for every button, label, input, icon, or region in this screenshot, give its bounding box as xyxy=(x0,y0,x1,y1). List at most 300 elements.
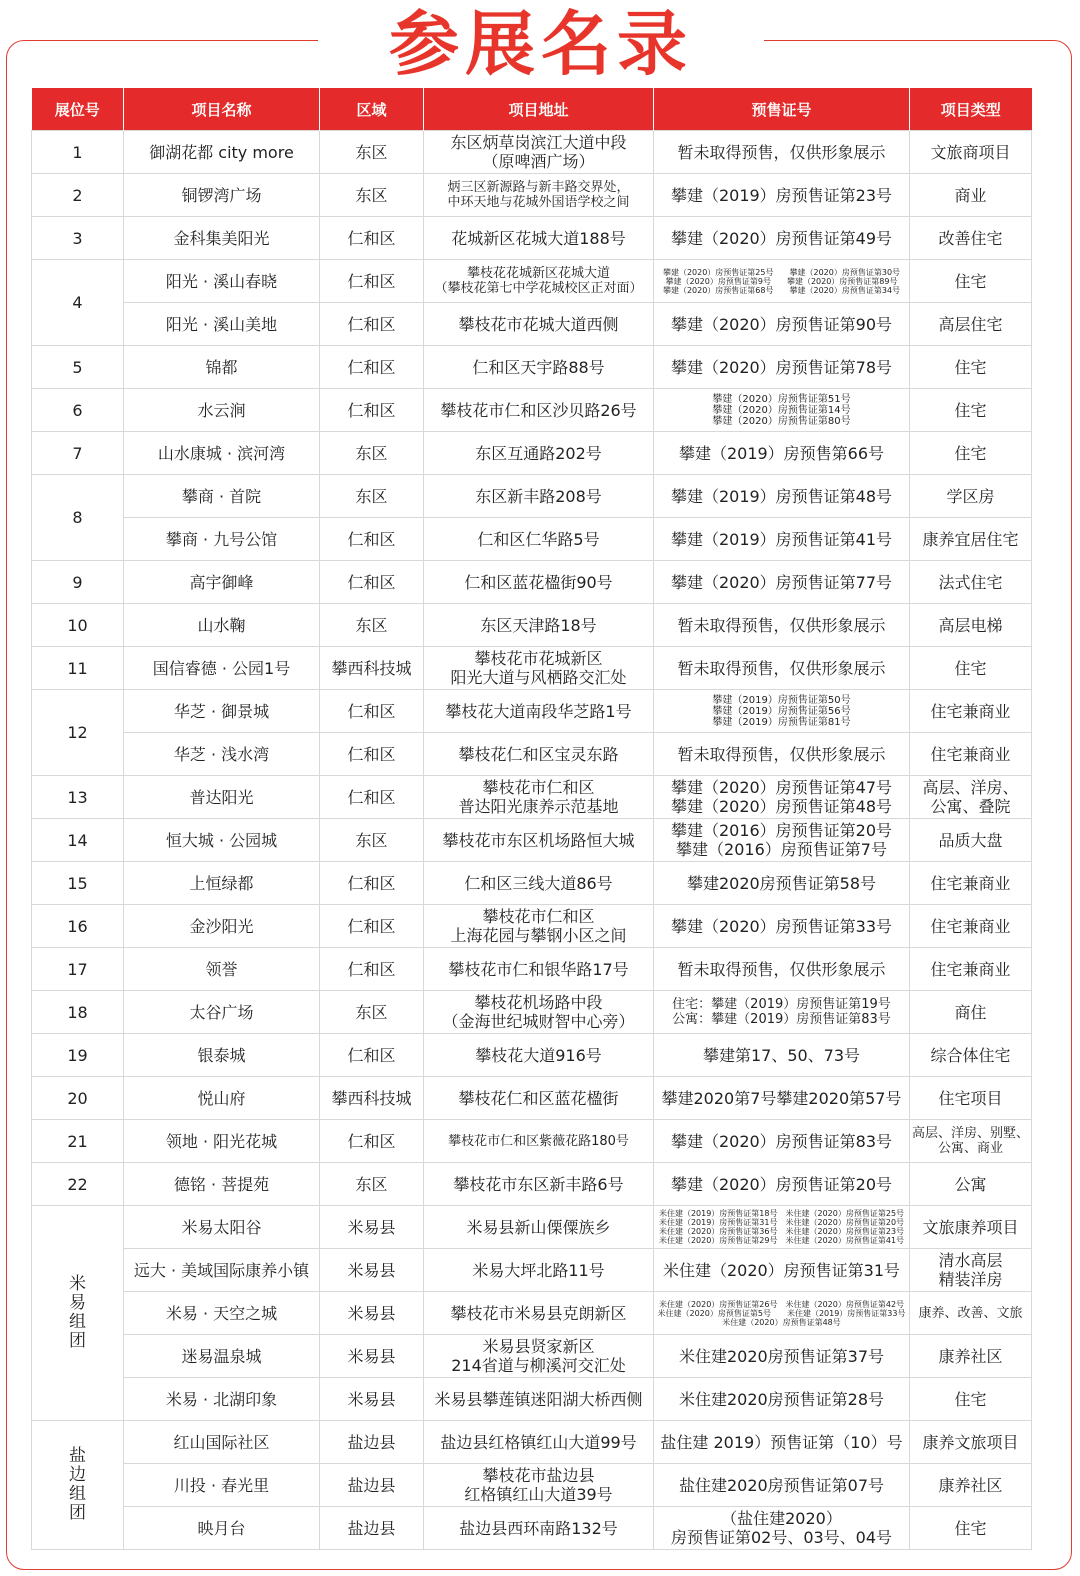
cell-line: 攀枝花市花城新区 xyxy=(474,649,603,668)
presale-permit xyxy=(654,1120,910,1163)
table-row xyxy=(32,819,1032,862)
cell-line: 盐住建 2019）预售证第（10）号 xyxy=(660,1432,903,1452)
table-row xyxy=(32,1421,1032,1464)
booth-number: 6 xyxy=(32,389,124,432)
project-address xyxy=(424,905,654,948)
booth-number: 18 xyxy=(32,991,124,1034)
cell-line: 住宅：攀建（2019）房预售证第19号 xyxy=(672,997,891,1012)
cell-line: 中环天地与花城外国语学校之间 xyxy=(447,195,630,210)
cell-line: 攀枝花市仁和银华路17号 xyxy=(448,959,629,979)
cell-line: 攀建（2020）房预售证第14号 xyxy=(712,404,851,416)
project-address xyxy=(424,346,654,389)
cell-line: 攀建（2020）房预售证第25号 攀建（2020）房预售证第30号 xyxy=(662,267,901,277)
presale-permit xyxy=(654,518,910,561)
project-name: 川投 · 春光里 xyxy=(124,1464,320,1507)
presale-permit xyxy=(654,948,910,991)
cell-line: 住宅兼商业 xyxy=(930,701,1011,721)
project-type xyxy=(910,561,1032,604)
cell-line: 攀建（2020）房预售证第49号 xyxy=(670,228,893,248)
cell-line: 攀建（2020）房预售证第48号 xyxy=(670,797,893,816)
cell-line: 高层电梯 xyxy=(938,615,1003,635)
booth-number: 20 xyxy=(32,1077,124,1120)
cell-line: 盐边县红格镇红山大道99号 xyxy=(440,1432,637,1452)
cell-line: 东区互通路202号 xyxy=(475,443,602,463)
cell-line: 暂未取得预售，仅供形象展示 xyxy=(677,658,886,678)
cell-line: 米住建2020房预售证第37号 xyxy=(678,1346,885,1366)
region: 东区 xyxy=(320,131,424,174)
cell-line: 住宅 xyxy=(954,357,987,377)
table-row xyxy=(32,1249,1032,1292)
cell-line: 品质大盘 xyxy=(938,830,1003,850)
region: 仁和区 xyxy=(320,389,424,432)
table-row xyxy=(32,948,1032,991)
cell-line: 攀建（2020）房预售证第78号 xyxy=(670,357,893,377)
cell-line: 精装洋房 xyxy=(938,1270,1003,1289)
cell-line: 米住建（2020）房预售证第29号 米住建（2020）房预售证第41号 xyxy=(658,1236,905,1245)
cell-line: 攀建（2020）房预售证第33号 xyxy=(670,916,893,936)
project-name: 阳光 · 溪山春晓 xyxy=(124,260,320,303)
cell-line: 攀建（2016）房预售证第20号 xyxy=(670,821,893,840)
booth-number: 13 xyxy=(32,776,124,819)
region: 仁和区 xyxy=(320,948,424,991)
project-type xyxy=(910,948,1032,991)
cell-line: 攀建（2020）房预售证第47号 xyxy=(670,778,893,797)
project-name: 铜锣湾广场 xyxy=(124,174,320,217)
presale-permit xyxy=(654,776,910,819)
cell-line: 攀枝花市东区新丰路6号 xyxy=(453,1174,624,1194)
region: 东区 xyxy=(320,819,424,862)
cell-line: 清水高层 xyxy=(938,1251,1003,1270)
project-type xyxy=(910,260,1032,303)
project-type xyxy=(910,1507,1032,1550)
cell-line: 住宅 xyxy=(954,658,987,678)
cell-line: 攀枝花市仁和区 xyxy=(482,778,595,797)
table-row xyxy=(32,217,1032,260)
cell-line: 攀建（2020）房预售证第77号 xyxy=(670,572,893,592)
project-name: 水云涧 xyxy=(124,389,320,432)
booth-number: 11 xyxy=(32,647,124,690)
region: 米易县 xyxy=(320,1378,424,1421)
table-row xyxy=(32,303,1032,346)
presale-permit xyxy=(654,217,910,260)
table-row xyxy=(32,1378,1032,1421)
table-row xyxy=(32,862,1032,905)
cell-line: 高层、洋房、别墅、 xyxy=(912,1126,1030,1141)
project-name: 太谷广场 xyxy=(124,991,320,1034)
presale-permit xyxy=(654,1378,910,1421)
project-type xyxy=(910,862,1032,905)
cell-line: 盐住建2020房预售证第07号 xyxy=(678,1475,885,1495)
cell-line: 康养社区 xyxy=(938,1475,1003,1495)
region: 仁和区 xyxy=(320,776,424,819)
presale-permit xyxy=(654,561,910,604)
project-type xyxy=(910,733,1032,776)
table-row xyxy=(32,1163,1032,1206)
project-address xyxy=(424,432,654,475)
project-type xyxy=(910,1249,1032,1292)
project-type xyxy=(910,1206,1032,1249)
presale-permit xyxy=(654,1421,910,1464)
cell-line: 攀建2020第7号攀建2020第57号 xyxy=(661,1088,902,1108)
project-name: 米易太阳谷 xyxy=(124,1206,320,1249)
table-row xyxy=(32,1507,1032,1550)
project-type xyxy=(910,174,1032,217)
region: 仁和区 xyxy=(320,905,424,948)
booth-number: 16 xyxy=(32,905,124,948)
booth-number: 22 xyxy=(32,1163,124,1206)
cell-line: 住宅 xyxy=(954,443,987,463)
project-type xyxy=(910,776,1032,819)
project-address xyxy=(424,1206,654,1249)
region: 东区 xyxy=(320,174,424,217)
project-type xyxy=(910,1378,1032,1421)
header-presale-permit: 预售证号 xyxy=(654,88,910,131)
table-row xyxy=(32,733,1032,776)
project-name: 御湖花都 city more xyxy=(124,131,320,174)
booth-number xyxy=(32,1421,124,1550)
project-type xyxy=(910,1120,1032,1163)
project-address xyxy=(424,647,654,690)
booth-number: 2 xyxy=(32,174,124,217)
presale-permit xyxy=(654,260,910,303)
table-row xyxy=(32,1077,1032,1120)
table-row xyxy=(32,776,1032,819)
cell-line: 仁和区天宇路88号 xyxy=(472,357,605,377)
project-name: 金科集美阳光 xyxy=(124,217,320,260)
project-name: 远大 · 美域国际康养小镇 xyxy=(124,1249,320,1292)
presale-permit xyxy=(654,303,910,346)
presale-permit xyxy=(654,1335,910,1378)
project-type xyxy=(910,905,1032,948)
presale-permit xyxy=(654,604,910,647)
cell-line: 普达阳光康养示范基地 xyxy=(458,797,619,816)
presale-permit xyxy=(654,1206,910,1249)
project-type xyxy=(910,690,1032,733)
project-name: 高宇御峰 xyxy=(124,561,320,604)
cell-line: 高层、洋房、 xyxy=(922,778,1019,797)
cell-line: 米住建（2020）房预售证第36号 米住建（2020）房预售证第23号 xyxy=(658,1227,905,1236)
cell-line: （金海世纪城财智中心旁） xyxy=(442,1012,635,1031)
table-row xyxy=(32,991,1032,1034)
booth-label: 团 xyxy=(69,1503,86,1523)
presale-permit xyxy=(654,389,910,432)
table-row xyxy=(32,1335,1032,1378)
cell-line: 暂未取得预售，仅供形象展示 xyxy=(677,959,886,979)
cell-line: 攀枝花市东区机场路恒大城 xyxy=(442,830,635,850)
project-type xyxy=(910,1421,1032,1464)
table-row xyxy=(32,561,1032,604)
cell-line: 住宅 xyxy=(954,400,987,420)
cell-line: 住宅兼商业 xyxy=(930,916,1011,936)
table-row xyxy=(32,905,1032,948)
region: 攀西科技城 xyxy=(320,1077,424,1120)
booth-number: 8 xyxy=(32,475,124,561)
project-type xyxy=(910,131,1032,174)
project-name: 领地 · 阳光花城 xyxy=(124,1120,320,1163)
project-name: 红山国际社区 xyxy=(124,1421,320,1464)
presale-permit xyxy=(654,647,910,690)
project-type xyxy=(910,1077,1032,1120)
booth-number: 1 xyxy=(32,131,124,174)
presale-permit xyxy=(654,862,910,905)
table-body xyxy=(32,131,1032,1550)
region: 米易县 xyxy=(320,1335,424,1378)
project-address xyxy=(424,1163,654,1206)
cell-line: 盐边县西环南路132号 xyxy=(459,1518,618,1538)
cell-line: 学区房 xyxy=(946,486,995,506)
cell-line: 公寓、叠院 xyxy=(930,797,1011,816)
presale-permit xyxy=(654,432,910,475)
cell-line: 攀枝花仁和区宝灵东路 xyxy=(458,744,619,764)
table-row xyxy=(32,1034,1032,1077)
project-name: 国信睿德 · 公园1号 xyxy=(124,647,320,690)
booth-number: 3 xyxy=(32,217,124,260)
page-title: 参展名录 xyxy=(389,3,693,85)
project-type xyxy=(910,1034,1032,1077)
booth-number: 5 xyxy=(32,346,124,389)
cell-line: 攀枝花市仁和区 xyxy=(482,907,595,926)
table-row xyxy=(32,131,1032,174)
region: 仁和区 xyxy=(320,260,424,303)
project-type xyxy=(910,303,1032,346)
project-address xyxy=(424,389,654,432)
cell-line: 仁和区三线大道86号 xyxy=(464,873,613,893)
project-name: 普达阳光 xyxy=(124,776,320,819)
cell-line: 攀枝花机场路中段 xyxy=(474,993,603,1012)
booth-number: 17 xyxy=(32,948,124,991)
project-name: 山水康城 · 滨河湾 xyxy=(124,432,320,475)
header-project-name: 项目名称 xyxy=(124,88,320,131)
presale-permit xyxy=(654,1034,910,1077)
cell-line: 商业 xyxy=(954,185,987,205)
cell-line: 改善住宅 xyxy=(938,228,1003,248)
cell-line: 攀枝花市米易县克朗新区 xyxy=(450,1303,627,1323)
cell-line: 暂未取得预售，仅供形象展示 xyxy=(677,744,886,764)
table-row xyxy=(32,1206,1032,1249)
region: 仁和区 xyxy=(320,862,424,905)
cell-line: 公寓 xyxy=(954,1174,987,1194)
project-name: 映月台 xyxy=(124,1507,320,1550)
cell-line: 攀建（2019）房预售证第56号 xyxy=(712,705,851,717)
booth-label: 组 xyxy=(69,1312,86,1332)
cell-line: 住宅兼商业 xyxy=(930,959,1011,979)
cell-line: 康养文旅项目 xyxy=(922,1432,1019,1452)
table-row xyxy=(32,1464,1032,1507)
cell-line: 住宅 xyxy=(954,271,987,291)
cell-line: 攀建（2019）房预售第66号 xyxy=(678,443,885,463)
project-address xyxy=(424,217,654,260)
project-type xyxy=(910,1163,1032,1206)
cell-line: 高层住宅 xyxy=(938,314,1003,334)
region: 仁和区 xyxy=(320,733,424,776)
cell-line: 攀枝花市花城大道西侧 xyxy=(458,314,619,334)
project-name: 锦都 xyxy=(124,346,320,389)
cell-line: （盐住建2020） xyxy=(721,1509,842,1528)
cell-line: 米易县攀莲镇迷阳湖大桥西侧 xyxy=(434,1389,643,1409)
project-type xyxy=(910,346,1032,389)
project-address xyxy=(424,1507,654,1550)
cell-line: 炳三区新源路与新丰路交界处， xyxy=(447,180,630,195)
table-row xyxy=(32,174,1032,217)
cell-line: 攀建2020房预售证第58号 xyxy=(686,873,877,893)
project-address xyxy=(424,862,654,905)
project-address xyxy=(424,1421,654,1464)
header-project-type: 项目类型 xyxy=(910,88,1032,131)
booth-number: 15 xyxy=(32,862,124,905)
project-type xyxy=(910,819,1032,862)
cell-line: 房预售证第02号、03号、04号 xyxy=(670,1528,893,1547)
cell-line: 米易大坪北路11号 xyxy=(472,1260,605,1280)
cell-line: 东区炳草岗滨江大道中段 xyxy=(450,133,627,152)
region: 仁和区 xyxy=(320,690,424,733)
cell-line: （原啤酒广场） xyxy=(482,152,595,171)
header-region: 区域 xyxy=(320,88,424,131)
project-type xyxy=(910,1464,1032,1507)
cell-line: 攀枝花大道916号 xyxy=(475,1045,602,1065)
cell-line: 东区新丰路208号 xyxy=(475,486,602,506)
cell-line: 综合体住宅 xyxy=(930,1045,1011,1065)
cell-line: 住宅兼商业 xyxy=(930,873,1011,893)
cell-line: 攀建（2020）房预售证第68号 攀建（2020）房预售证第34号 xyxy=(662,285,901,295)
table-row xyxy=(32,475,1032,518)
cell-line: 攀建（2019）房预售证第50号 xyxy=(712,694,851,706)
project-type xyxy=(910,475,1032,518)
cell-line: 攀建（2020）房预售证第90号 xyxy=(670,314,893,334)
project-address xyxy=(424,604,654,647)
region: 盐边县 xyxy=(320,1464,424,1507)
booth-label: 组 xyxy=(69,1484,86,1504)
project-address xyxy=(424,991,654,1034)
project-name: 攀商 · 九号公馆 xyxy=(124,518,320,561)
cell-line: 攀建（2019）房预售证第48号 xyxy=(670,486,893,506)
cell-line: 攀枝花市仁和区紫薇花路180号 xyxy=(448,1133,629,1149)
presale-permit xyxy=(654,819,910,862)
cell-line: 攀建第17、50、73号 xyxy=(702,1045,861,1065)
table-row xyxy=(32,518,1032,561)
table-row xyxy=(32,389,1032,432)
presale-permit xyxy=(654,1507,910,1550)
cell-line: 攀建（2019）房预售证第81号 xyxy=(712,716,851,728)
booth-label: 边 xyxy=(69,1465,86,1485)
presale-permit xyxy=(654,1292,910,1335)
cell-line: 米住建（2020）房预售证第5号 米住建（2019）房预售证第33号 xyxy=(657,1308,906,1318)
region: 盐边县 xyxy=(320,1507,424,1550)
project-type xyxy=(910,518,1032,561)
table-row xyxy=(32,260,1032,303)
cell-line: （攀枝花第七中学花城校区正对面） xyxy=(434,281,643,296)
project-address xyxy=(424,948,654,991)
cell-line: 文旅康养项目 xyxy=(922,1217,1019,1237)
cell-line: 攀建（2016）房预售证第7号 xyxy=(676,840,887,859)
project-name: 上恒绿都 xyxy=(124,862,320,905)
table-row xyxy=(32,690,1032,733)
region: 米易县 xyxy=(320,1249,424,1292)
cell-line: 攀枝花市仁和区沙贝路26号 xyxy=(440,400,637,420)
region: 盐边县 xyxy=(320,1421,424,1464)
presale-permit xyxy=(654,1249,910,1292)
presale-permit xyxy=(654,131,910,174)
presale-permit xyxy=(654,690,910,733)
project-address xyxy=(424,303,654,346)
booth-number: 12 xyxy=(32,690,124,776)
project-name: 领誉 xyxy=(124,948,320,991)
cell-line: 住宅兼商业 xyxy=(930,744,1011,764)
project-address xyxy=(424,1034,654,1077)
project-name: 恒大城 · 公园城 xyxy=(124,819,320,862)
cell-line: 攀建（2019）房预售证第41号 xyxy=(670,529,893,549)
project-address xyxy=(424,733,654,776)
region: 仁和区 xyxy=(320,346,424,389)
cell-line: 攀枝花大道南段华芝路1号 xyxy=(445,701,632,721)
presale-permit xyxy=(654,174,910,217)
table-row xyxy=(32,1120,1032,1163)
project-address xyxy=(424,690,654,733)
region: 米易县 xyxy=(320,1206,424,1249)
cell-line: 米住建（2020）房预售证第48号 xyxy=(722,1317,841,1327)
project-name: 阳光 · 溪山美地 xyxy=(124,303,320,346)
project-name: 德铭 · 菩提苑 xyxy=(124,1163,320,1206)
region: 东区 xyxy=(320,432,424,475)
project-name: 米易 · 北湖印象 xyxy=(124,1378,320,1421)
booth-number: 10 xyxy=(32,604,124,647)
region: 东区 xyxy=(320,604,424,647)
project-type xyxy=(910,1335,1032,1378)
presale-permit xyxy=(654,1077,910,1120)
header-booth-no: 展位号 xyxy=(32,88,124,131)
cell-line: 商住 xyxy=(954,1002,987,1022)
cell-line: 攀建（2020）房预售证第83号 xyxy=(670,1131,893,1151)
table-header-row xyxy=(32,88,1032,131)
project-name: 攀商 · 首院 xyxy=(124,475,320,518)
cell-line: 214省道与柳溪河交汇处 xyxy=(451,1356,626,1375)
project-address xyxy=(424,819,654,862)
cell-line: 住宅 xyxy=(954,1389,987,1409)
project-name: 山水鞠 xyxy=(124,604,320,647)
cell-line: 文旅商项目 xyxy=(930,142,1011,162)
project-name: 迷易温泉城 xyxy=(124,1335,320,1378)
presale-permit xyxy=(654,475,910,518)
project-address xyxy=(424,475,654,518)
booth-label: 易 xyxy=(69,1293,86,1313)
booth-number: 9 xyxy=(32,561,124,604)
project-type xyxy=(910,991,1032,1034)
table-row xyxy=(32,432,1032,475)
table-row xyxy=(32,346,1032,389)
table-row xyxy=(32,604,1032,647)
cell-line: 公寓、商业 xyxy=(937,1141,1003,1156)
project-name: 金沙阳光 xyxy=(124,905,320,948)
booth-number xyxy=(32,1206,124,1421)
cell-line: 上海花园与攀钢小区之间 xyxy=(450,926,627,945)
region: 米易县 xyxy=(320,1292,424,1335)
cell-line: 攀建（2020）房预售证第51号 xyxy=(712,393,851,405)
project-address xyxy=(424,776,654,819)
project-type xyxy=(910,1292,1032,1335)
presale-permit xyxy=(654,346,910,389)
cell-line: 暂未取得预售，仅供形象展示 xyxy=(677,142,886,162)
cell-line: 康养社区 xyxy=(938,1346,1003,1366)
region: 东区 xyxy=(320,475,424,518)
region: 仁和区 xyxy=(320,1034,424,1077)
project-address xyxy=(424,131,654,174)
presale-permit xyxy=(654,1464,910,1507)
cell-line: 攀建（2020）房预售证第80号 xyxy=(712,415,851,427)
project-name: 米易 · 天空之城 xyxy=(124,1292,320,1335)
cell-line: 康养、改善、文旅 xyxy=(918,1305,1023,1321)
cell-line: 攀建（2019）房预售证第23号 xyxy=(670,185,893,205)
booth-number: 7 xyxy=(32,432,124,475)
cell-line: 米住建（2019）房预售证第31号 米住建（2020）房预售证第20号 xyxy=(658,1218,905,1227)
